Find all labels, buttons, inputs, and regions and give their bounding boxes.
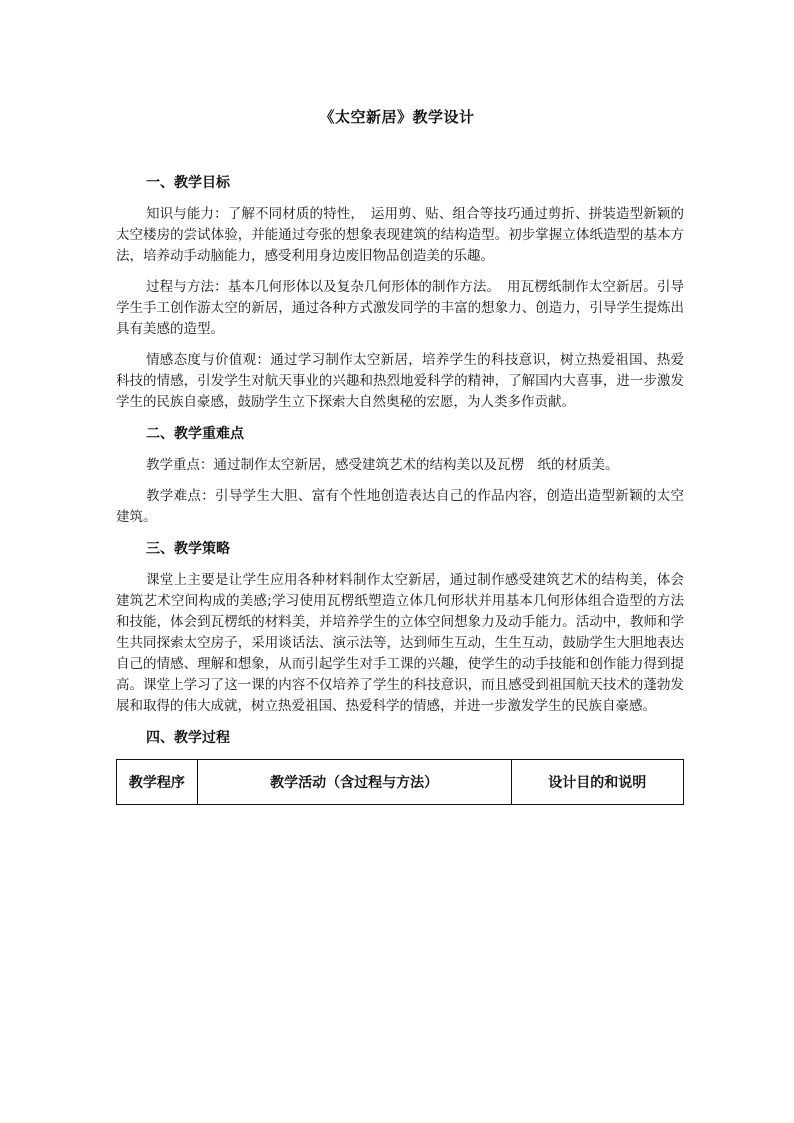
column-header-procedure: 教学程序 <box>117 760 198 805</box>
section-key-difficulties <box>116 423 684 528</box>
paragraph-key-points: 教学重点：通过制作太空新居，感受建筑艺术的结构美以及瓦楞 纸的材质美。 <box>146 457 619 473</box>
section-heading: 三、教学策略 <box>146 541 230 557</box>
paragraph-difficulties: 教学难点：引导学生大胆、富有个性地创造表达自己的作品内容，创造出造型新颖的太空建筑。 <box>116 488 684 525</box>
section-teaching-process <box>116 727 684 805</box>
section-teaching-strategy <box>116 538 684 717</box>
column-header-activities: 教学活动（含过程与方法） <box>197 760 511 805</box>
paragraph-strategy: 课堂上主要是让学生应用各种材料制作太空新居，通过制作感受建筑艺术的结构美，体会建筑艺术空间构成的美感;学习使用瓦楞纸塑造立体几何形状并用基本几何形体组合造型的方法和技能，体会到瓦楞纸的材料美，并培养学生的立体空间想象力及动手能力。活动中，教师和学生共同探索太空房子，采用谈话法、演示法等，达到师生互动，生生互动，鼓励学生大胆地表达自己的情感、理解和想象，从而引起学生对手工课的兴趣，使学生的动手技能和创作能力得到提高。课堂上学习了这一课的内容不仅培养了学生的科技意识，而且感受到祖国航天技术的蓬勃发展和取得的伟大成就，树立热爱祖国、热爱科学的情感，并进一步激发学生的民族自豪感。 <box>116 572 684 714</box>
document-body <box>116 172 684 805</box>
section-heading: 二、教学重难点 <box>146 426 244 442</box>
section-teaching-objectives <box>116 172 684 413</box>
paragraph-knowledge-ability: 知识与能力：了解不同材质的特性， 运用剪、贴、组合等技巧通过剪折、拼装造型新颖的太空楼房的尝试体验，并能通过夸张的想象表现建筑的结构造型。初步掌握立体纸造型的基本方法，培养动手动脑能力，感受利用身边废旧物品创造美的乐趣。 <box>116 206 684 264</box>
paragraph-emotion-values: 情感态度与价值观：通过学习制作太空新居，培养学生的科技意识，树立热爱祖国、热爱科技的情感，引发学生对航天事业的兴趣和热烈地爱科学的精神，了解国内大喜事，进一步激发学生的民族自豪感，鼓励学生立下探索大自然奥秘的宏愿，为人类多作贡献。 <box>116 352 684 410</box>
teaching-process-table <box>116 759 684 805</box>
table-header-row <box>117 760 684 805</box>
document-title: 《太空新居》教学设计 <box>319 108 475 126</box>
column-header-purpose: 设计目的和说明 <box>511 760 683 805</box>
section-heading: 四、教学过程 <box>146 730 230 746</box>
paragraph-process-method: 过程与方法：基本几何形体以及复杂几何形体的制作方法。 用瓦楞纸制作太空新居。引导学生手工创作游太空的新居，通过各种方式激发同学的丰富的想象力、创造力，引导学生提炼出具有美感的造型。 <box>116 279 684 337</box>
section-heading: 一、教学目标 <box>146 175 230 191</box>
